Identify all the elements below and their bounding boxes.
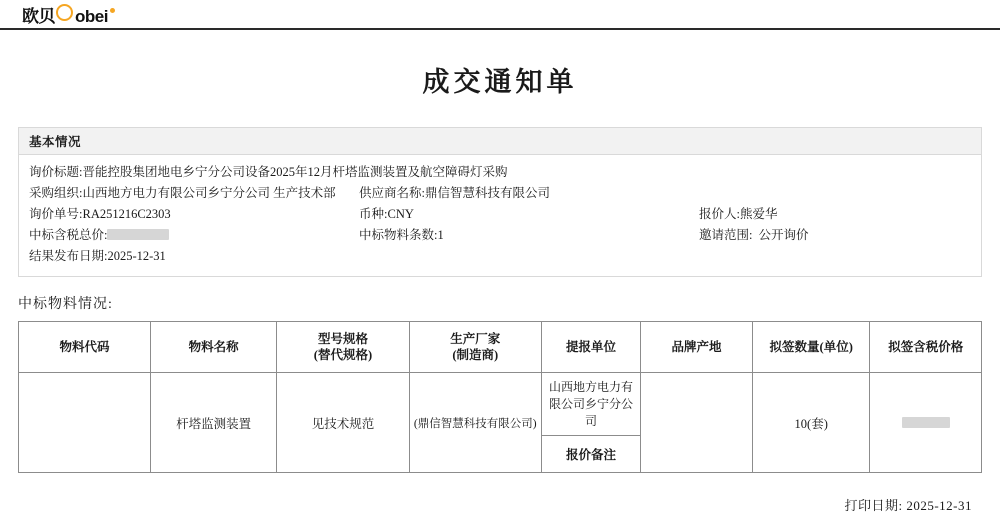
inquiry-title-label: 询价标题: [29,165,83,179]
cell-quantity: 10(套) [752,373,869,473]
goods-table-body [19,373,982,473]
goods-table [18,321,982,473]
th-brand-origin: 品牌产地 [641,322,753,373]
print-date-value: 2025-12-31 [906,498,972,513]
th-model-spec [277,322,409,373]
total-price-label: 中标含税总价: [29,228,108,242]
inquiry-title-field [29,162,971,183]
th-submit-unit: 提报单位 [541,322,640,373]
goods-table-head [19,322,982,373]
cell-material-code [19,373,151,473]
supplier-label: 供应商名称: [359,186,425,200]
cell-material-name: 杆塔监测装置 [150,373,276,473]
cell-model-spec: 见技术规范 [277,373,409,473]
scope-field [699,225,971,246]
inquiry-no-field [29,204,359,225]
publish-date-value: 2025-12-31 [107,249,166,263]
quoter-label: 报价人: [699,207,740,221]
brand-logo-en: obei [75,6,108,26]
th-material-name: 物料名称 [150,322,276,373]
total-price-field [29,225,359,246]
org-label: 采购组织: [29,186,83,200]
supplier-value: 鼎信智慧科技有限公司 [424,186,550,200]
org-field [29,183,359,204]
publish-date-field [29,246,971,267]
th-maker-line1: 生产厂家 [450,332,501,346]
table-row [19,373,982,436]
print-date-footer [0,495,972,514]
cell-remark-label: 报价备注 [541,436,640,473]
publish-date-label: 结果发布日期: [29,249,108,263]
currency-label: 币种: [359,207,388,221]
th-quantity: 拟签数量(单位) [752,322,869,373]
basic-info-panel [18,127,982,277]
top-logo-bar [0,0,1000,30]
info-row-inquiry-title [29,162,971,183]
th-model-line1: 型号规格 [317,332,368,346]
currency-field [359,204,699,225]
supplier-field [359,183,699,204]
th-material-code: 物料代码 [19,322,151,373]
cell-manufacturer: (鼎信智慧科技有限公司) [409,373,541,473]
info-row-publish-date [29,246,971,267]
brand-logo [22,2,115,27]
table-header-row [19,322,982,373]
scope-value: 公开询价 [758,228,809,242]
brand-logo-cn: 欧贝 [22,6,55,26]
page-title: 成交通知单 [422,67,578,97]
print-date-label: 打印日期: [844,498,903,513]
item-count-value: 1 [437,228,444,242]
total-price-redacted [107,229,169,240]
spacer-cell-1 [699,183,971,204]
circle-logo-icon [56,4,73,21]
cell-brand-origin [641,373,753,473]
inquiry-no-value: RA251216C2303 [82,207,171,221]
inquiry-title-value: 晋能控股集团地电乡宁分公司设备2025年12月杆塔监测装置及航空障碍灯采购 [82,165,508,179]
dot-accent-icon [110,8,115,13]
cell-tax-price [870,373,982,473]
th-model-line2: (替代规格) [313,348,373,362]
basic-info-body [19,155,981,276]
item-count-field [359,225,699,246]
quoter-value: 熊爱华 [739,207,778,221]
currency-value: CNY [387,207,414,221]
org-value: 山西地方电力有限公司乡宁分公司 生产技术部 [82,186,336,200]
info-row-no-currency-quoter [29,204,971,225]
info-row-total-count-scope [29,225,971,246]
basic-info-header: 基本情况 [19,128,981,155]
cell-submit-unit: 山西地方电力有限公司乡宁分公司 [541,373,640,436]
info-row-org-supplier [29,183,971,204]
tax-price-redacted [902,417,950,428]
item-count-label: 中标物料条数: [359,228,438,242]
th-manufacturer [409,322,541,373]
inquiry-no-label: 询价单号: [29,207,83,221]
th-tax-price: 拟签含税价格 [870,322,982,373]
th-maker-line2: (制造商) [452,348,499,362]
scope-label: 邀请范围: [699,228,753,242]
goods-section-label: 中标物料情况: [18,297,113,312]
quoter-field [699,204,971,225]
